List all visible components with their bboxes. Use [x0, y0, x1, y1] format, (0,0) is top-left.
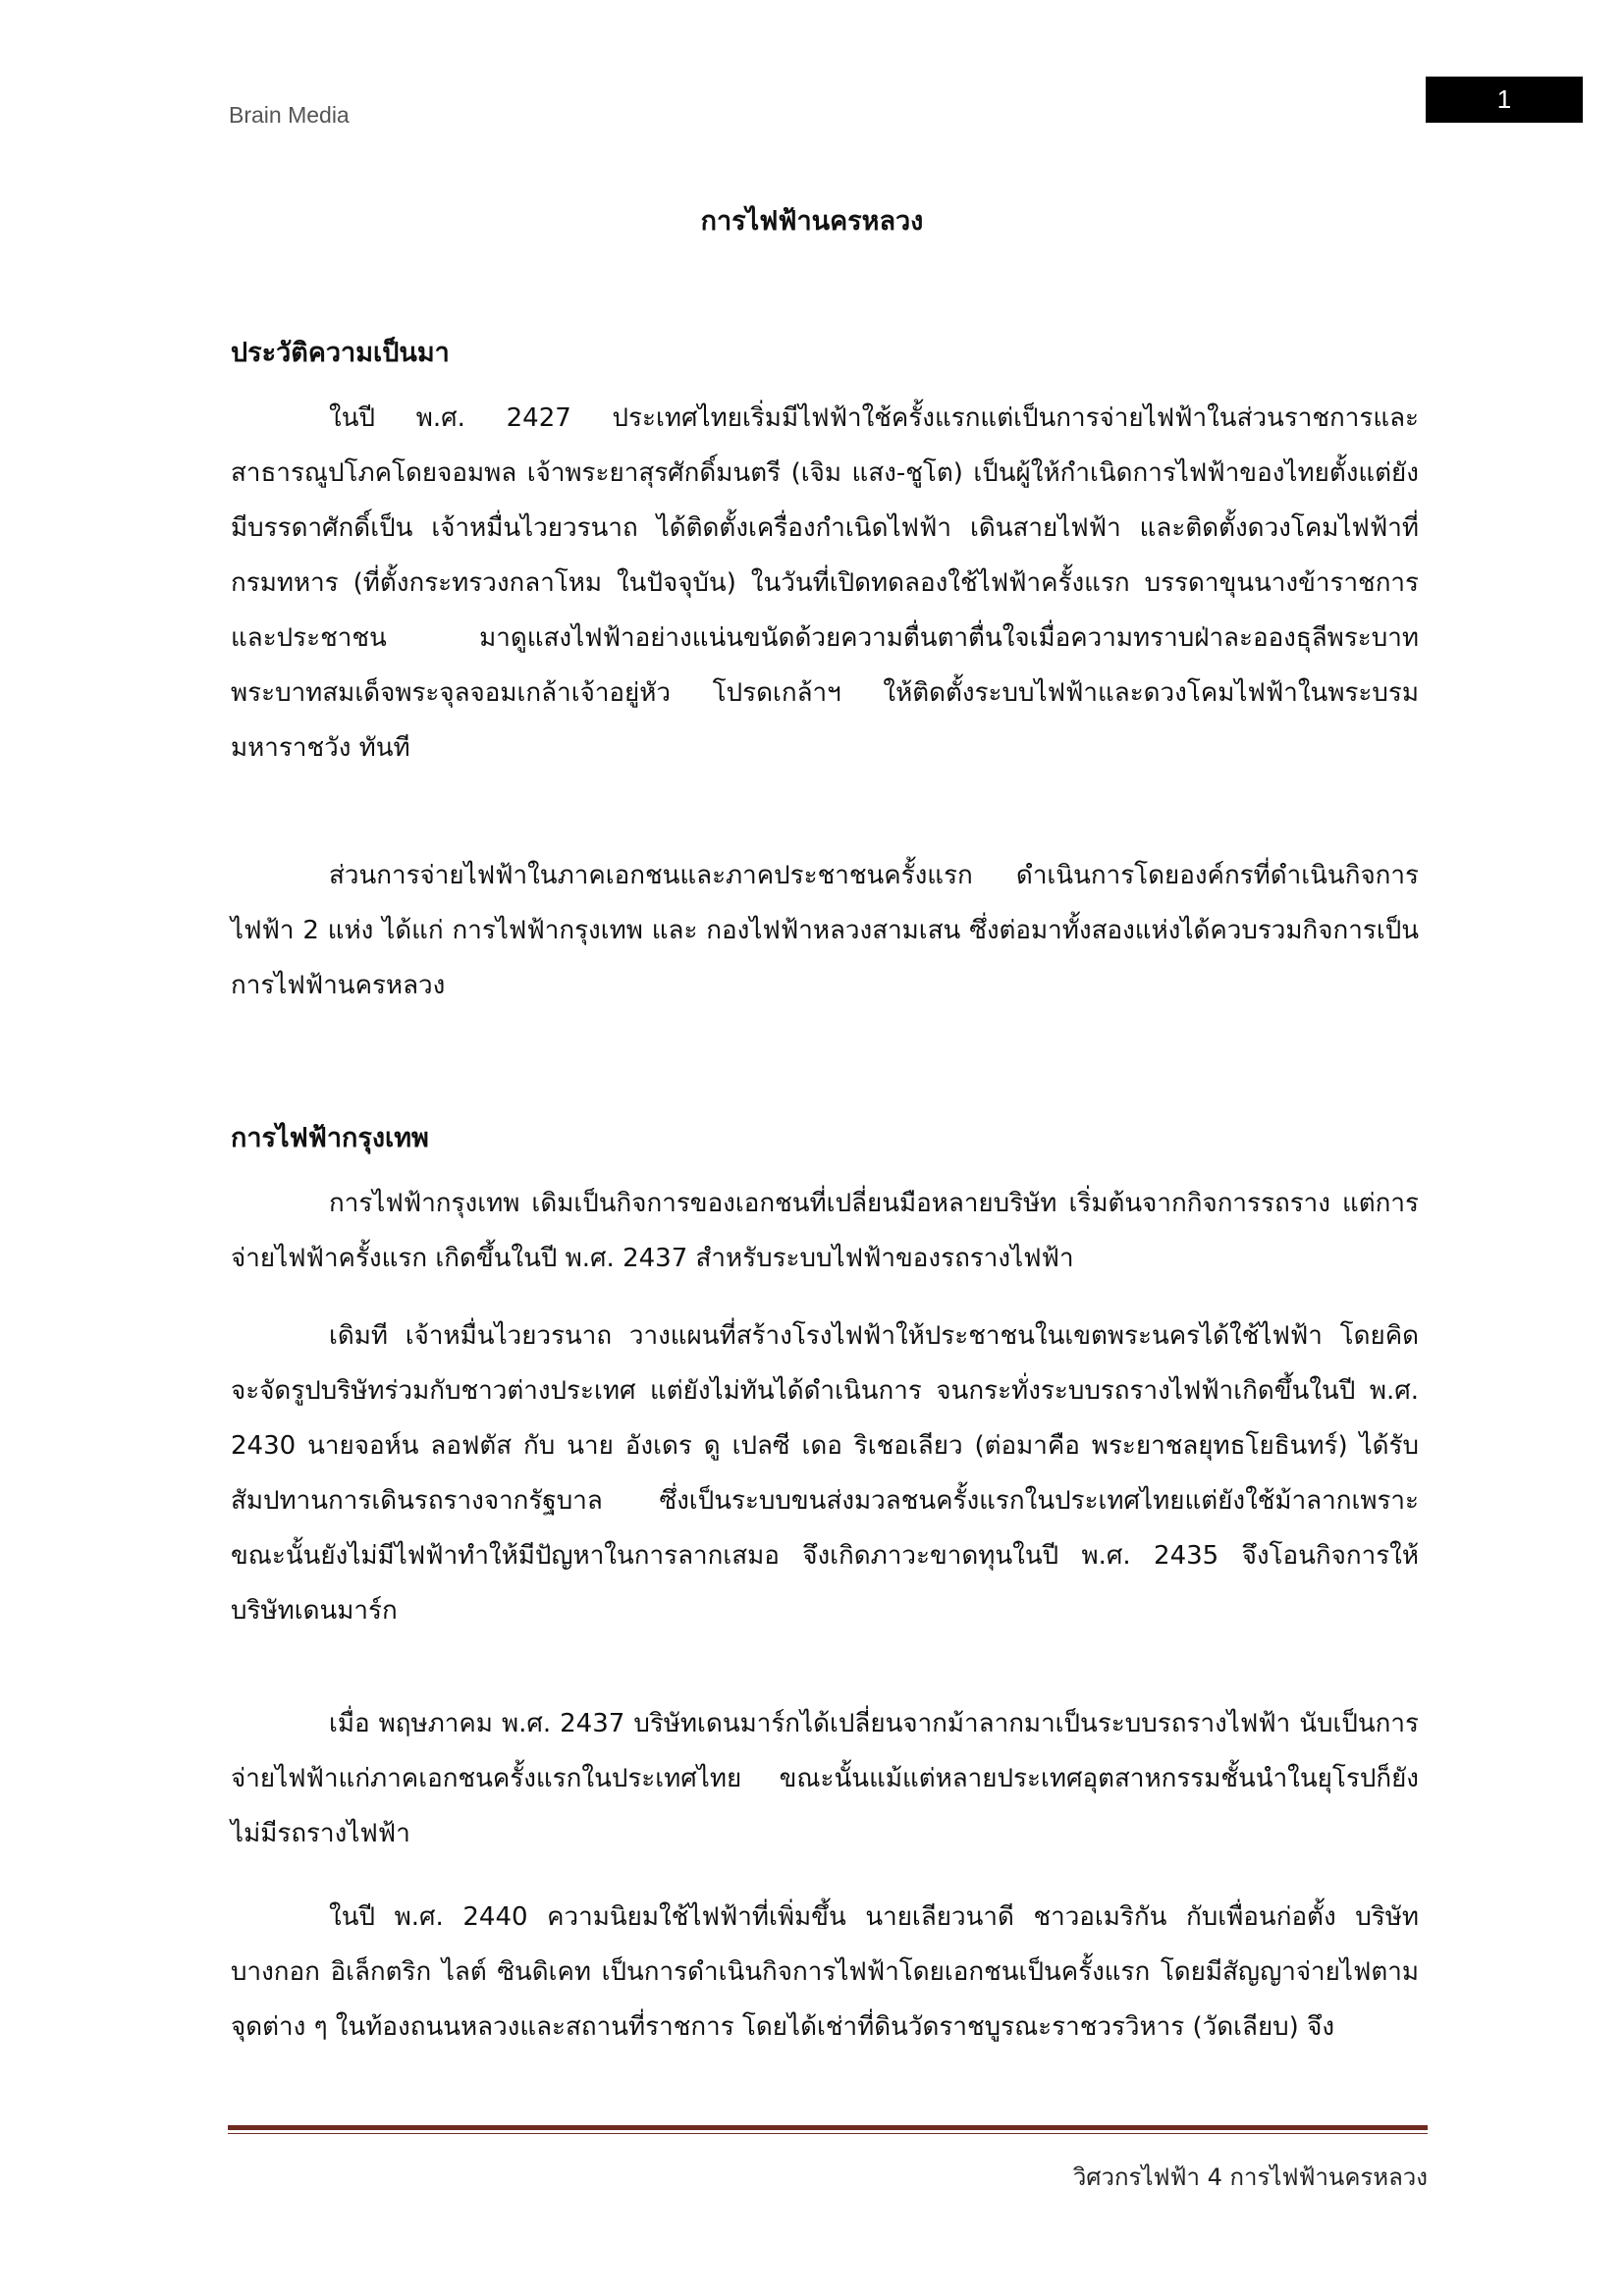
section-heading-history: ประวัติความเป็นมา: [231, 338, 450, 368]
paragraph: การไฟฟ้ากรุงเทพ เดิมเป็นกิจการของเอกชนที่เปลี่ยนมือหลายบริษัท เริ่มต้นจากกิจการรถราง แต่การจ่ายไฟฟ้าครั้งแรก เกิดขึ้นในปี พ.ศ. 2437 สำหรับระบบไฟฟ้าของรถรางไฟฟ้า: [231, 1189, 1419, 1273]
paragraph: ส่วนการจ่ายไฟฟ้าในภาคเอกชนและภาคประชาชนครั้งแรก ดำเนินการโดยองค์กรที่ดำเนินกิจการไฟฟ้า 2 แห่ง ได้แก่ การไฟฟ้ากรุงเทพ และ กองไฟฟ้าหลวงสามเสน ซึ่งต่อมาทั้งสองแห่งได้ควบรวมกิจการเป็น การไฟฟ้านครหลวง: [231, 861, 1419, 1000]
paragraph: เดิมที เจ้าหมื่นไวยวรนาถ วางแผนที่สร้างโรงไฟฟ้าให้ประชาชนในเขตพระนครได้ใช้ไฟฟ้า โดยคิดจะจัดรูปบริษัทร่วมกับชาวต่างประเทศ แต่ยังไม่ทันได้ดำเนินการ จนกระทั่งระบบรถรางไฟฟ้าเกิดขึ้นในปี พ.ศ. 2430 นายจอห์น ลอฟตัส กับ นาย อังเดร ดู เปลซี เดอ ริเชอเลียว (ต่อมาคือ พระยาชลยุทธโยธินทร์) ได้รับสัมปทานการเดินรถรางจากรัฐบาล ซึ่งเป็นระบบขนส่งมวลชนครั้งแรกในประเทศไทยแต่ยังใช้ม้าลากเพราะขณะนั้นยังไม่มีไฟฟ้าทำให้มีปัญหาในการลากเสมอ จึงเกิดภาวะขาดทุนในปี พ.ศ. 2435 จึงโอนกิจการให้ บริษัทเดนมาร์ก: [231, 1321, 1419, 1626]
section-heading-bangkok-electric: การไฟฟ้ากรุงเทพ: [231, 1123, 429, 1153]
page-number: 1: [1426, 77, 1583, 123]
paragraph: ในปี พ.ศ. 2427 ประเทศไทยเริ่มมีไฟฟ้าใช้ครั้งแรกแต่เป็นการจ่ายไฟฟ้าในส่วนราชการและสาธารณูปโภคโดยจอมพล เจ้าพระยาสุรศักดิ์มนตรี (เจิม แสง-ชูโต) เป็นผู้ให้กำเนิดการไฟฟ้าของไทยตั้งแต่ยังมีบรรดาศักดิ์เป็น เจ้าหมื่นไวยวรนาถ ได้ติดตั้งเครื่องกำเนิดไฟฟ้า เดินสายไฟฟ้า และติดตั้งดวงโคมไฟฟ้าที่ กรมทหาร (ที่ตั้งกระทรวงกลาโหม ในปัจจุบัน) ในวันที่เปิดทดลองใช้ไฟฟ้าครั้งแรก บรรดาขุนนางข้าราชการ และประชาชน มาดูแสงไฟฟ้าอย่างแน่นขนัดด้วยความตื่นตาตื่นใจเมื่อความทราบฝ่าละอองธุลีพระบาท พระบาทสมเด็จพระจุลจอมเกล้าเจ้าอยู่หัว โปรดเกล้าฯ ให้ติดตั้งระบบไฟฟ้าและดวงโคมไฟฟ้าในพระบรมมหาราชวัง ทันที: [231, 403, 1419, 763]
paragraph: ในปี พ.ศ. 2440 ความนิยมใช้ไฟฟ้าที่เพิ่มขึ้น นายเลียวนาดี ชาวอเมริกัน กับเพื่อนก่อตั้ง บริษัทบางกอก อิเล็กตริก ไลต์ ซินดิเคท เป็นการดำเนินกิจการไฟฟ้าโดยเอกชนเป็นครั้งแรก โดยมีสัญญาจ่ายไฟตามจุดต่าง ๆ ในท้องถนนหลวงและสถานที่ราชการ โดยได้เช่าที่ดินวัดราชบูรณะราชวรวิหาร (วัดเลียบ) จึง: [231, 1902, 1419, 2042]
page-title: การไฟฟ้านครหลวง: [700, 206, 924, 237]
footer-divider: [228, 2125, 1428, 2130]
header-brand: Brain Media: [229, 102, 350, 128]
footer-text: วิศวกรไฟฟ้า 4 การไฟฟ้านครหลวง: [1072, 2163, 1428, 2191]
footer-divider-thin: [228, 2133, 1428, 2134]
paragraph: เมื่อ พฤษภาคม พ.ศ. 2437 บริษัทเดนมาร์กได้เปลี่ยนจากม้าลากมาเป็นระบบรถรางไฟฟ้า นับเป็นการจ่ายไฟฟ้าแก่ภาคเอกชนครั้งแรกในประเทศไทย ขณะนั้นแม้แต่หลายประเทศอุตสาหกรรมชั้นนำในยุโรปก็ยังไม่มีรถรางไฟฟ้า: [231, 1709, 1419, 1848]
